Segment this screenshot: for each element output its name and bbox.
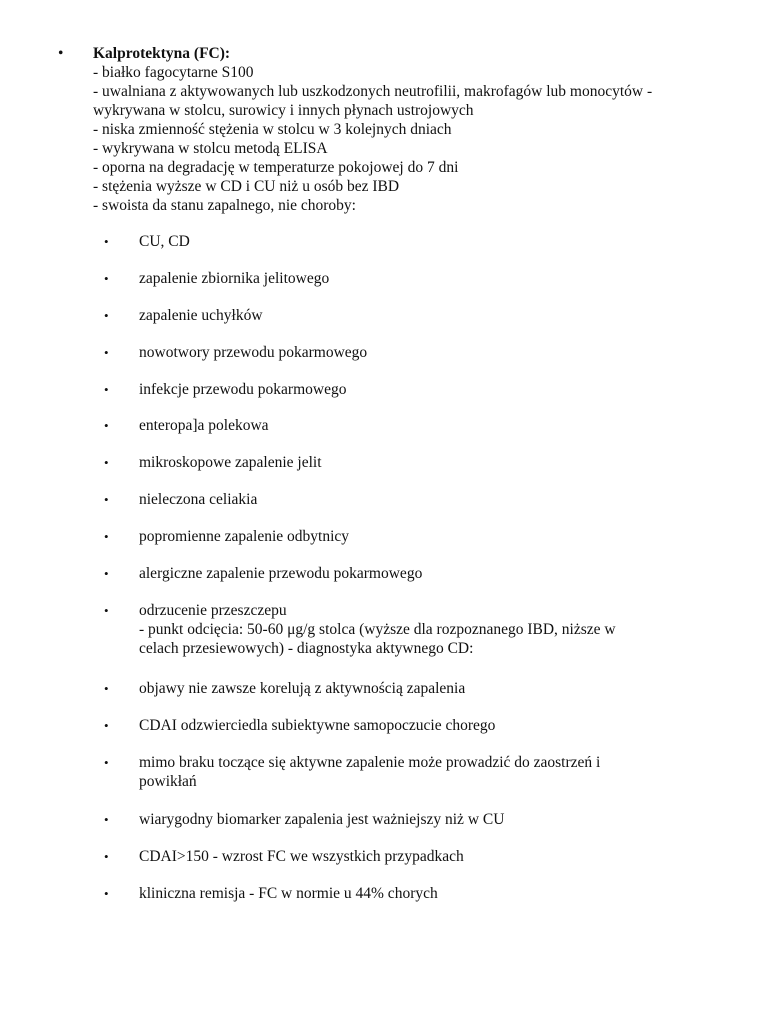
bullet: • [104,718,109,733]
list-item-text [139,416,699,435]
list-item-text [139,716,699,735]
text-line: CU, CD [139,233,190,250]
text-line: - punkt odcięcia: 50-60 μg/g stolca (wyższe dla rozpoznanego IBD, niższe w [139,621,616,638]
text-line: zapalenie zbiornika jelitowego [139,270,330,287]
text-line: infekcje przewodu pokarmowego [139,381,347,398]
bullet: • [104,492,109,507]
list-item-text [139,380,699,399]
text-line: enteropa]a polekowa [139,417,269,434]
list-item-text [139,679,699,698]
bullet: • [104,308,109,323]
main-item-content [93,44,733,215]
list-item-text [139,810,699,829]
text-line: powikłań [139,773,197,790]
text-line: CDAI odzwierciedla subiektywne samopoczucie chorego [139,717,496,734]
heading: Kalprotektyna (FC): [93,45,231,62]
list-item-text [139,847,699,866]
bullet: • [104,886,109,901]
text-line: odrzucenie przeszczepu [139,602,287,619]
bullet: • [104,418,109,433]
bullet: • [104,271,109,286]
list-item-text [139,564,699,583]
text-line: - stężenia wyższe w CD i CU niż u osób bez IBD [93,178,400,195]
list-item-text [139,753,699,791]
text-line: mikroskopowe zapalenie jelit [139,454,322,471]
bullet: • [104,455,109,470]
list-item-text [139,306,699,325]
text-line: wiarygodny biomarker zapalenia jest ważniejszy niż w CU [139,811,505,828]
text-line: mimo braku toczące się aktywne zapalenie może prowadzić do zaostrzeń i [139,754,601,771]
text-line: nowotwory przewodu pokarmowego [139,344,368,361]
list-item-text [139,601,699,658]
text-line: wykrywana w stolcu, surowicy i innych płynach ustrojowych [93,102,474,119]
text-line: - uwalniana z aktywowanych lub uszkodzonych neutrofilii, makrofagów lub monocytów - [93,83,653,100]
text-line: zapalenie uchyłków [139,307,263,324]
text-line: - swoista da stanu zapalnego, nie choroby: [93,197,356,214]
text-line: CDAI>150 - wzrost FC we wszystkich przypadkach [139,848,464,865]
bullet: • [58,45,64,62]
list-item-text [139,343,699,362]
list-item-text [139,527,699,546]
text-line: - wykrywana w stolcu metodą ELISA [93,140,328,157]
text-line: celach przesiewowych) - diagnostyka aktywnego CD: [139,640,474,657]
bullet: • [104,234,109,249]
bullet: • [104,345,109,360]
list-item-text [139,884,699,903]
text-line: nieleczona celiakia [139,491,258,508]
bullet: • [104,566,109,581]
text-line: kliniczna remisja - FC w normie u 44% chorych [139,885,438,902]
bullet: • [104,849,109,864]
list-item-text [139,490,699,509]
text-line: - niska zmienność stężenia w stolcu w 3 kolejnych dniach [93,121,452,138]
bullet: • [104,755,109,770]
list-item-text [139,269,699,288]
list-item-text [139,232,699,251]
text-line: popromienne zapalenie odbytnicy [139,528,350,545]
text-line: - białko fagocytarne S100 [93,64,254,81]
bullet: • [104,603,109,618]
list-item-text [139,453,699,472]
text-line: alergiczne zapalenie przewodu pokarmowego [139,565,423,582]
text-line: - oporna na degradację w temperaturze pokojowej do 7 dni [93,159,459,176]
bullet: • [104,681,109,696]
text-line: objawy nie zawsze korelują z aktywnością zapalenia [139,680,466,697]
bullet: • [104,382,109,397]
bullet: • [104,812,109,827]
bullet: • [104,529,109,544]
